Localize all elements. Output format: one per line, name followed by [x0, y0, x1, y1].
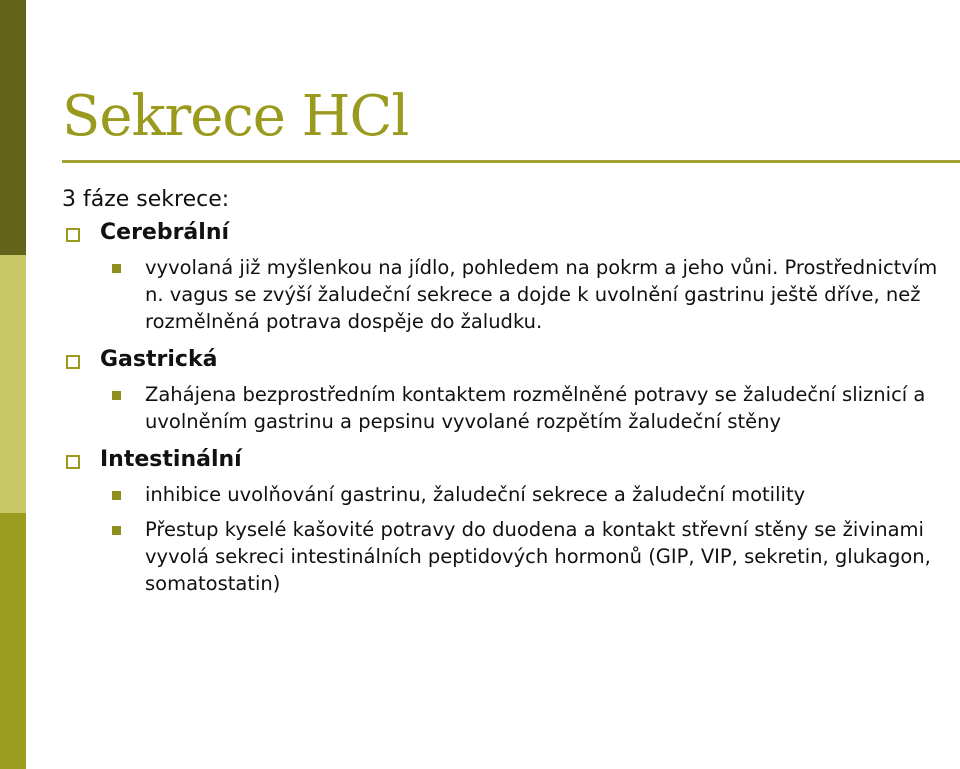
square-outline-bullet-icon	[66, 455, 80, 469]
list-item-text: Přestup kyselé kašovité potravy do duodena a kontakt střevní stěny se živinami vyvolá sekreci intestinálních peptidových hormonů (GIP, VIP, sekretin, glukagon, somatostatin)	[145, 518, 931, 595]
square-outline-bullet-icon	[66, 355, 80, 369]
phase-heading-cerebral	[62, 218, 960, 248]
sidebar-segment-middle	[0, 255, 26, 513]
list-item-text: Zahájena bezprostředním kontaktem rozmělněné potravy se žaludeční sliznicí a uvolněním gastrinu a pepsinu vyvolané rozpětím žaludeční stěny	[145, 383, 926, 433]
title-divider	[62, 160, 960, 163]
phase-label: Intestinální	[100, 447, 242, 472]
sidebar-decoration	[0, 0, 26, 769]
list-item-text: vyvolaná již myšlenkou na jídlo, pohledem na pokrm a jeho vůni. Prostřednictvím n. vagus se zvýší žaludeční sekrece a dojde k uvolnění gastrinu ještě dříve, než rozmělněná potrava dospěje do žaludku.	[145, 256, 938, 333]
square-bullet-icon	[112, 526, 121, 535]
phase-label: Cerebrální	[100, 220, 230, 245]
square-bullet-icon	[112, 391, 121, 400]
square-outline-bullet-icon	[66, 228, 80, 242]
sidebar-segment-bottom	[0, 513, 26, 769]
list-item	[62, 381, 960, 435]
slide-content	[62, 184, 960, 597]
sidebar-segment-top	[0, 0, 26, 255]
intro-text: 3 fáze sekrece:	[62, 187, 230, 212]
phase-label: Gastrická	[100, 347, 218, 372]
phase-heading-gastric	[62, 345, 960, 375]
list-item	[62, 516, 960, 597]
slide-title: Sekrece HCl	[62, 84, 409, 149]
list-item-text: inhibice uvolňování gastrinu, žaludeční sekrece a žaludeční motility	[145, 483, 806, 506]
list-item	[62, 481, 960, 508]
square-bullet-icon	[112, 264, 121, 273]
square-bullet-icon	[112, 491, 121, 500]
list-item	[62, 254, 960, 335]
phase-heading-intestinal	[62, 445, 960, 475]
